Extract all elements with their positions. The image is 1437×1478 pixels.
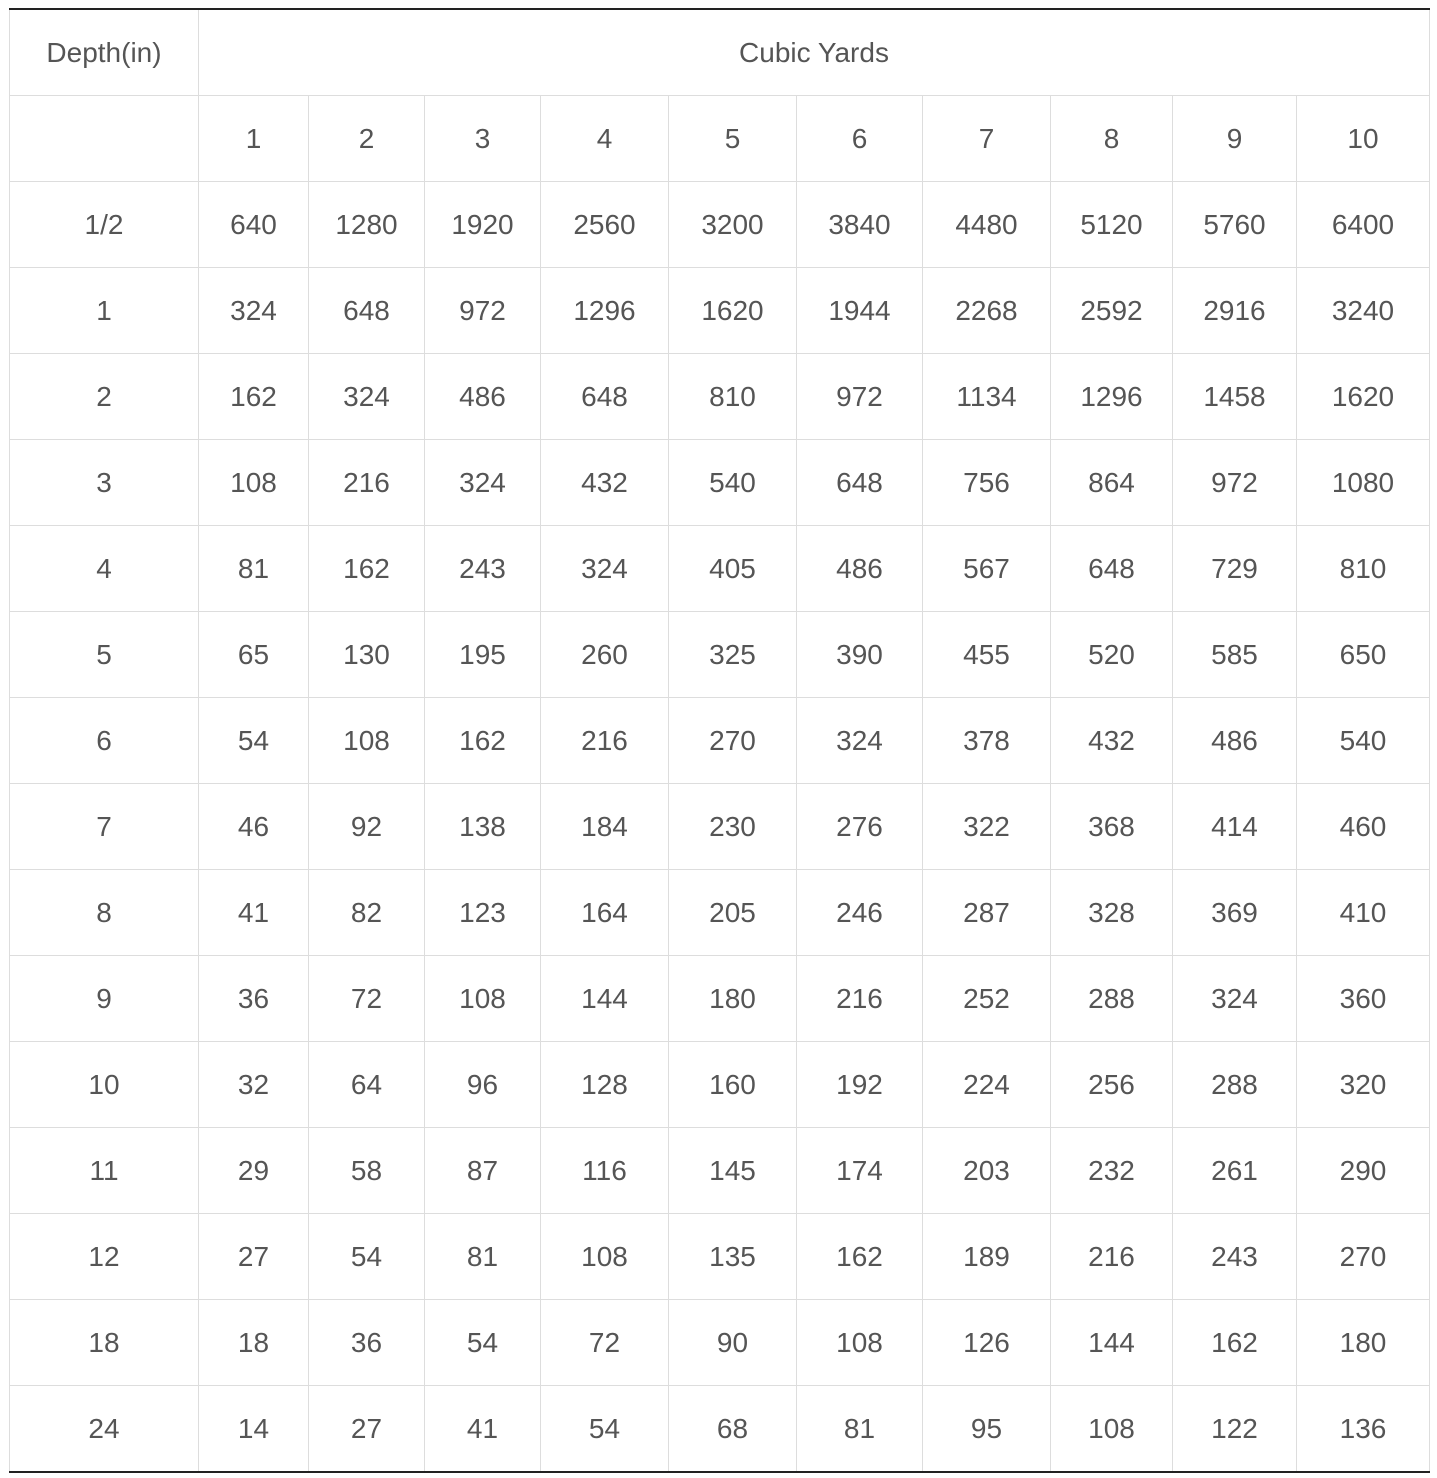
depth-cell: 18 (10, 1300, 199, 1386)
depth-cell: 4 (10, 526, 199, 612)
value-cell: 729 (1173, 526, 1297, 612)
value-cell: 144 (541, 956, 669, 1042)
column-header: 4 (541, 96, 669, 182)
table-row (10, 612, 1430, 698)
value-cell: 648 (797, 440, 923, 526)
table-row (10, 870, 1430, 956)
value-cell: 1944 (797, 268, 923, 354)
value-cell: 27 (199, 1214, 309, 1300)
value-cell: 648 (1051, 526, 1173, 612)
value-cell: 174 (797, 1128, 923, 1214)
depth-cell: 11 (10, 1128, 199, 1214)
value-cell: 41 (199, 870, 309, 956)
value-cell: 368 (1051, 784, 1173, 870)
value-cell: 64 (309, 1042, 425, 1128)
value-cell: 1620 (669, 268, 797, 354)
value-cell: 82 (309, 870, 425, 956)
value-cell: 325 (669, 612, 797, 698)
value-cell: 216 (541, 698, 669, 784)
value-cell: 108 (1051, 1386, 1173, 1473)
value-cell: 1620 (1297, 354, 1430, 440)
value-cell: 216 (309, 440, 425, 526)
value-cell: 648 (541, 354, 669, 440)
value-cell: 1458 (1173, 354, 1297, 440)
value-cell: 164 (541, 870, 669, 956)
value-cell: 585 (1173, 612, 1297, 698)
value-cell: 2916 (1173, 268, 1297, 354)
value-cell: 410 (1297, 870, 1430, 956)
value-cell: 144 (1051, 1300, 1173, 1386)
value-cell: 486 (797, 526, 923, 612)
value-cell: 108 (541, 1214, 669, 1300)
value-cell: 288 (1173, 1042, 1297, 1128)
table-row (10, 268, 1430, 354)
value-cell: 810 (1297, 526, 1430, 612)
value-cell: 276 (797, 784, 923, 870)
value-cell: 126 (923, 1300, 1051, 1386)
value-cell: 116 (541, 1128, 669, 1214)
column-header: 5 (669, 96, 797, 182)
value-cell: 486 (425, 354, 541, 440)
column-number-row (10, 96, 1430, 182)
table-row (10, 440, 1430, 526)
value-cell: 324 (199, 268, 309, 354)
value-cell: 180 (669, 956, 797, 1042)
coverage-table (9, 8, 1430, 1473)
value-cell: 261 (1173, 1128, 1297, 1214)
value-cell: 54 (425, 1300, 541, 1386)
value-cell: 2268 (923, 268, 1051, 354)
value-cell: 205 (669, 870, 797, 956)
value-cell: 1296 (541, 268, 669, 354)
depth-header: Depth(in) (10, 9, 199, 96)
depth-cell: 3 (10, 440, 199, 526)
value-cell: 27 (309, 1386, 425, 1473)
value-cell: 192 (797, 1042, 923, 1128)
value-cell: 92 (309, 784, 425, 870)
value-cell: 14 (199, 1386, 309, 1473)
value-cell: 1134 (923, 354, 1051, 440)
value-cell: 378 (923, 698, 1051, 784)
value-cell: 3240 (1297, 268, 1430, 354)
value-cell: 162 (425, 698, 541, 784)
value-cell: 162 (199, 354, 309, 440)
depth-cell: 10 (10, 1042, 199, 1128)
value-cell: 1920 (425, 182, 541, 268)
value-cell: 160 (669, 1042, 797, 1128)
value-cell: 195 (425, 612, 541, 698)
value-cell: 189 (923, 1214, 1051, 1300)
value-cell: 72 (309, 956, 425, 1042)
value-cell: 455 (923, 612, 1051, 698)
value-cell: 68 (669, 1386, 797, 1473)
value-cell: 216 (1051, 1214, 1173, 1300)
value-cell: 54 (199, 698, 309, 784)
value-cell: 243 (1173, 1214, 1297, 1300)
cubic-yards-header: Cubic Yards (199, 9, 1430, 96)
value-cell: 90 (669, 1300, 797, 1386)
value-cell: 18 (199, 1300, 309, 1386)
value-cell: 32 (199, 1042, 309, 1128)
value-cell: 328 (1051, 870, 1173, 956)
column-header: 9 (1173, 96, 1297, 182)
table-row (10, 1386, 1430, 1473)
value-cell: 6400 (1297, 182, 1430, 268)
value-cell: 46 (199, 784, 309, 870)
value-cell: 3200 (669, 182, 797, 268)
value-cell: 486 (1173, 698, 1297, 784)
value-cell: 2592 (1051, 268, 1173, 354)
value-cell: 4480 (923, 182, 1051, 268)
value-cell: 145 (669, 1128, 797, 1214)
value-cell: 1080 (1297, 440, 1430, 526)
depth-cell: 2 (10, 354, 199, 440)
depth-cell: 6 (10, 698, 199, 784)
value-cell: 128 (541, 1042, 669, 1128)
value-cell: 224 (923, 1042, 1051, 1128)
value-cell: 414 (1173, 784, 1297, 870)
value-cell: 123 (425, 870, 541, 956)
header-row (10, 9, 1430, 96)
table-row (10, 1214, 1430, 1300)
value-cell: 1296 (1051, 354, 1173, 440)
value-cell: 1280 (309, 182, 425, 268)
value-cell: 54 (541, 1386, 669, 1473)
value-cell: 36 (309, 1300, 425, 1386)
value-cell: 162 (797, 1214, 923, 1300)
value-cell: 290 (1297, 1128, 1430, 1214)
depth-cell: 12 (10, 1214, 199, 1300)
column-header: 1 (199, 96, 309, 182)
value-cell: 972 (1173, 440, 1297, 526)
value-cell: 96 (425, 1042, 541, 1128)
table-row (10, 784, 1430, 870)
value-cell: 243 (425, 526, 541, 612)
value-cell: 108 (199, 440, 309, 526)
value-cell: 216 (797, 956, 923, 1042)
table-row (10, 1300, 1430, 1386)
value-cell: 108 (309, 698, 425, 784)
value-cell: 324 (541, 526, 669, 612)
value-cell: 72 (541, 1300, 669, 1386)
value-cell: 972 (425, 268, 541, 354)
value-cell: 29 (199, 1128, 309, 1214)
value-cell: 520 (1051, 612, 1173, 698)
column-header: 2 (309, 96, 425, 182)
depth-cell: 7 (10, 784, 199, 870)
value-cell: 65 (199, 612, 309, 698)
value-cell: 5120 (1051, 182, 1173, 268)
table-row (10, 354, 1430, 440)
value-cell: 230 (669, 784, 797, 870)
value-cell: 246 (797, 870, 923, 956)
value-cell: 324 (1173, 956, 1297, 1042)
value-cell: 136 (1297, 1386, 1430, 1473)
column-header: 8 (1051, 96, 1173, 182)
value-cell: 540 (1297, 698, 1430, 784)
column-header: 10 (1297, 96, 1430, 182)
value-cell: 162 (309, 526, 425, 612)
coverage-table-container (9, 8, 1429, 1473)
value-cell: 95 (923, 1386, 1051, 1473)
depth-cell: 24 (10, 1386, 199, 1473)
value-cell: 184 (541, 784, 669, 870)
value-cell: 130 (309, 612, 425, 698)
value-cell: 203 (923, 1128, 1051, 1214)
value-cell: 270 (669, 698, 797, 784)
empty-corner-cell (10, 96, 199, 182)
value-cell: 2560 (541, 182, 669, 268)
value-cell: 567 (923, 526, 1051, 612)
value-cell: 648 (309, 268, 425, 354)
table-row (10, 698, 1430, 784)
value-cell: 3840 (797, 182, 923, 268)
table-row (10, 1042, 1430, 1128)
value-cell: 324 (309, 354, 425, 440)
value-cell: 87 (425, 1128, 541, 1214)
depth-cell: 8 (10, 870, 199, 956)
value-cell: 81 (199, 526, 309, 612)
value-cell: 432 (541, 440, 669, 526)
value-cell: 432 (1051, 698, 1173, 784)
value-cell: 36 (199, 956, 309, 1042)
depth-cell: 9 (10, 956, 199, 1042)
value-cell: 252 (923, 956, 1051, 1042)
depth-cell: 1 (10, 268, 199, 354)
value-cell: 41 (425, 1386, 541, 1473)
value-cell: 260 (541, 612, 669, 698)
value-cell: 81 (797, 1386, 923, 1473)
depth-cell: 1/2 (10, 182, 199, 268)
value-cell: 324 (797, 698, 923, 784)
value-cell: 650 (1297, 612, 1430, 698)
table-row (10, 182, 1430, 268)
value-cell: 322 (923, 784, 1051, 870)
value-cell: 256 (1051, 1042, 1173, 1128)
column-header: 7 (923, 96, 1051, 182)
table-row (10, 1128, 1430, 1214)
value-cell: 58 (309, 1128, 425, 1214)
value-cell: 864 (1051, 440, 1173, 526)
value-cell: 122 (1173, 1386, 1297, 1473)
value-cell: 135 (669, 1214, 797, 1300)
value-cell: 162 (1173, 1300, 1297, 1386)
column-header: 3 (425, 96, 541, 182)
value-cell: 540 (669, 440, 797, 526)
table-body (10, 9, 1430, 1472)
value-cell: 369 (1173, 870, 1297, 956)
value-cell: 232 (1051, 1128, 1173, 1214)
column-header: 6 (797, 96, 923, 182)
value-cell: 972 (797, 354, 923, 440)
table-row (10, 956, 1430, 1042)
value-cell: 810 (669, 354, 797, 440)
value-cell: 405 (669, 526, 797, 612)
value-cell: 324 (425, 440, 541, 526)
value-cell: 320 (1297, 1042, 1430, 1128)
value-cell: 54 (309, 1214, 425, 1300)
value-cell: 138 (425, 784, 541, 870)
value-cell: 180 (1297, 1300, 1430, 1386)
value-cell: 460 (1297, 784, 1430, 870)
value-cell: 288 (1051, 956, 1173, 1042)
value-cell: 270 (1297, 1214, 1430, 1300)
value-cell: 640 (199, 182, 309, 268)
value-cell: 81 (425, 1214, 541, 1300)
value-cell: 108 (797, 1300, 923, 1386)
table-row (10, 526, 1430, 612)
value-cell: 287 (923, 870, 1051, 956)
value-cell: 360 (1297, 956, 1430, 1042)
value-cell: 756 (923, 440, 1051, 526)
value-cell: 5760 (1173, 182, 1297, 268)
value-cell: 108 (425, 956, 541, 1042)
depth-cell: 5 (10, 612, 199, 698)
value-cell: 390 (797, 612, 923, 698)
